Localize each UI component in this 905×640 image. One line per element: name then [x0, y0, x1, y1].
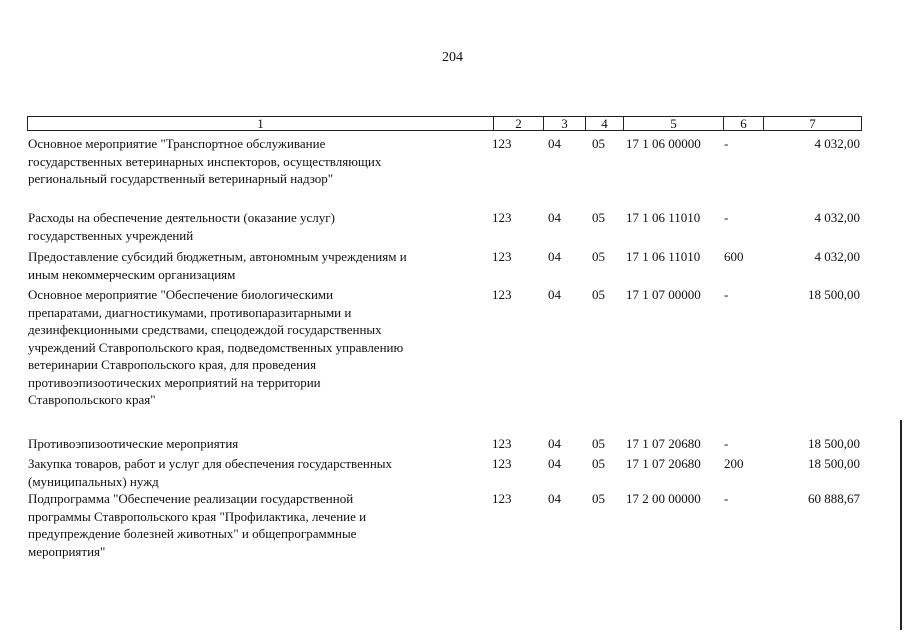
row-description	[28, 490, 478, 560]
row-expense-type: 600	[724, 249, 744, 264]
header-col-1: 1	[257, 116, 264, 131]
row-ministry-code: 123	[492, 456, 512, 471]
row-expense-type: -	[724, 491, 729, 506]
row-ministry-code: 123	[492, 210, 512, 225]
row-description-line: дезинфекционными средствами, спецодеждой государственных	[28, 322, 382, 337]
row-description-line: препаратами, диагностикумами, противопаразитарными и	[28, 304, 352, 320]
row-description-line: программы Ставропольского края "Профилактика, лечение и	[28, 508, 367, 524]
row-description-line: учреждений Ставропольского края, подведомственных управлению	[28, 339, 404, 355]
row-description-line: иным некоммерческим организациям	[28, 266, 236, 282]
row-target-article: 17 1 06 00000	[626, 136, 701, 151]
row-description-line: (муниципальных) нужд	[28, 473, 159, 489]
row-ministry-code: 123	[492, 136, 512, 151]
header-col-6: 6	[723, 117, 763, 130]
header-col-2: 2	[493, 117, 543, 130]
row-amount: 4 032,00	[814, 136, 860, 151]
row-description-line: Основное мероприятие "Транспортное обслуживание	[28, 136, 326, 151]
row-description-line: Предоставление субсидий бюджетным, автономным учреждениям и	[28, 249, 407, 264]
row-ministry-code: 123	[492, 491, 512, 506]
header-col-3: 3	[543, 117, 585, 130]
row-amount: 60 888,67	[808, 491, 860, 506]
row-description-line: предупреждение болезней животных" и общепрограммные	[28, 526, 357, 541]
table-header	[27, 116, 862, 131]
row-description	[28, 455, 478, 490]
row-description-line: Закупка товаров, работ и услуг для обеспечения государственных	[28, 456, 393, 471]
row-section: 04	[548, 456, 561, 471]
row-description-line: региональный государственный ветеринарный надзор"	[28, 171, 334, 186]
row-amount: 4 032,00	[814, 210, 860, 225]
row-target-article: 17 1 07 20680	[626, 436, 701, 451]
row-amount: 18 500,00	[808, 287, 860, 302]
row-amount: 18 500,00	[808, 456, 860, 471]
header-col-5: 5	[623, 117, 723, 130]
row-section: 04	[548, 136, 561, 151]
row-subsection: 05	[592, 249, 605, 264]
row-expense-type: 200	[724, 456, 744, 471]
row-expense-type: -	[724, 136, 729, 151]
row-description-line: Основное мероприятие "Обеспечение биологическими	[28, 287, 334, 302]
row-section: 04	[548, 436, 561, 451]
row-subsection: 05	[592, 491, 605, 506]
row-description-line: Противоэпизоотические мероприятия	[28, 436, 239, 451]
row-subsection: 05	[592, 436, 605, 451]
row-description	[28, 135, 478, 188]
row-target-article: 17 1 07 00000	[626, 287, 701, 302]
row-description	[28, 286, 478, 409]
row-ministry-code: 123	[492, 436, 512, 451]
header-col-7: 7	[763, 117, 861, 130]
row-description-line: государственных учреждений	[28, 227, 194, 243]
row-target-article: 17 2 00 00000	[626, 491, 701, 506]
row-subsection: 05	[592, 136, 605, 151]
row-target-article: 17 1 06 11010	[626, 210, 701, 225]
row-description-line: мероприятия"	[28, 543, 106, 559]
row-description	[28, 248, 478, 283]
row-description-line: Расходы на обеспечение деятельности (оказание услуг)	[28, 210, 335, 225]
row-section: 04	[548, 249, 561, 264]
row-ministry-code: 123	[492, 249, 512, 264]
row-target-article: 17 1 07 20680	[626, 456, 701, 471]
row-subsection: 05	[592, 287, 605, 302]
row-expense-type: -	[724, 210, 729, 225]
row-amount: 18 500,00	[808, 436, 860, 451]
row-section: 04	[548, 287, 561, 302]
row-subsection: 05	[592, 456, 605, 471]
row-subsection: 05	[592, 210, 605, 225]
row-expense-type: -	[724, 436, 729, 451]
row-description-line: Подпрограмма "Обеспечение реализации государственной	[28, 491, 354, 506]
row-amount: 4 032,00	[814, 249, 860, 264]
row-description-line: государственных ветеринарных инспекторов, осуществляющих	[28, 153, 382, 169]
row-description	[28, 209, 478, 244]
row-description-line: Ставропольского края"	[28, 392, 156, 407]
header-col-4: 4	[585, 117, 623, 130]
row-ministry-code: 123	[492, 287, 512, 302]
row-target-article: 17 1 06 11010	[626, 249, 701, 264]
row-section: 04	[548, 491, 561, 506]
row-expense-type: -	[724, 287, 729, 302]
row-description-line: ветеринарии Ставропольского края, для проведения	[28, 357, 317, 372]
row-description	[28, 435, 478, 453]
row-section: 04	[548, 210, 561, 225]
row-description-line: противоэпизоотических мероприятий на территории	[28, 374, 321, 390]
page-number: 204	[442, 50, 463, 65]
scan-edge-mark	[900, 420, 902, 630]
